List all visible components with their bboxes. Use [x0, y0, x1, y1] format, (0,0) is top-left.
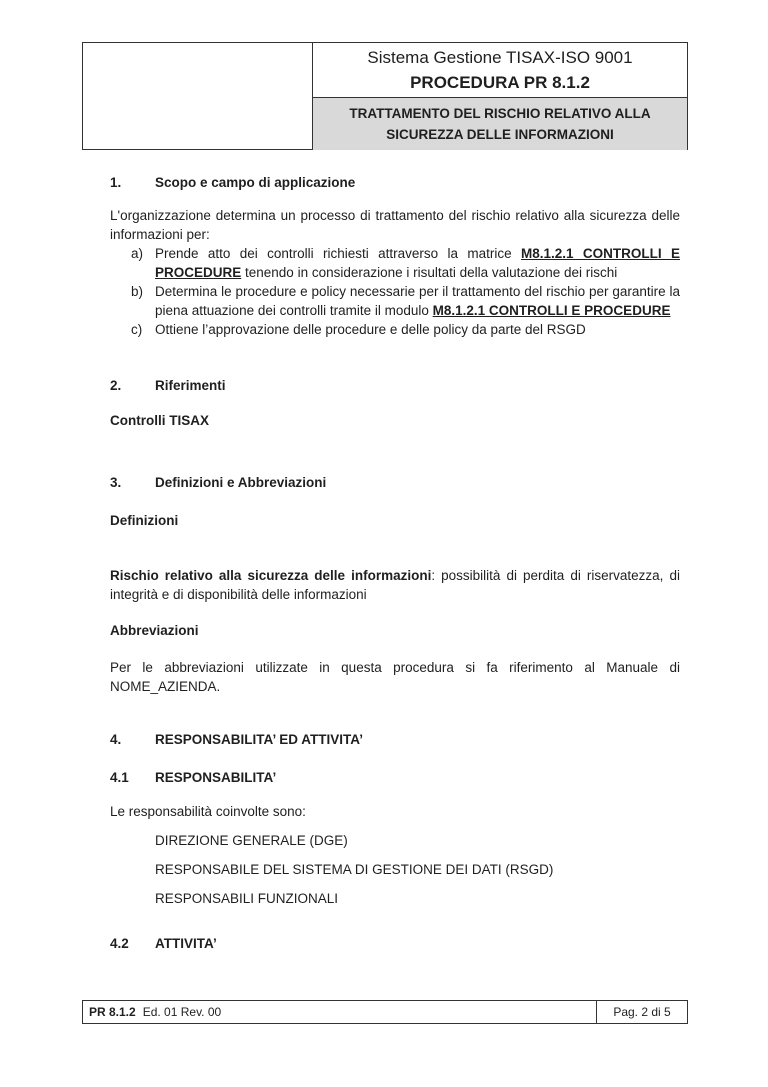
definition-text: : possibilità di perdita di riservatezza, di integrità e di disponibilità delle informazioni [110, 568, 680, 602]
document-title: TRATTAMENTO DEL RISCHIO RELATIVO ALLA SICUREZZA DELLE INFORMAZIONI [313, 97, 687, 150]
list-text-b [155, 282, 680, 320]
footer-doc-code: PR 8.1.2 [89, 1005, 136, 1019]
document-header [82, 42, 688, 150]
section-3-number: 3. [110, 475, 122, 490]
section-3-title: Definizioni e Abbreviazioni [155, 475, 327, 490]
section-1-heading [110, 173, 680, 192]
section-2-title: Riferimenti [155, 378, 226, 393]
footer-edition: Ed. 01 Rev. 00 [142, 1005, 222, 1019]
list-item-c [131, 320, 680, 339]
list-text-c [155, 320, 680, 339]
responsibility-item-funzionali: RESPONSABILI FUNZIONALI [155, 891, 339, 906]
logo-area [83, 43, 313, 149]
responsibility-item-dge: DIREZIONE GENERALE (DGE) [155, 833, 348, 848]
responsibility-item-rsgd: RESPONSABILE DEL SISTEMA DI GESTIONE DEI DATI (RSGD) [155, 862, 554, 877]
definitions-label: Definizioni [110, 513, 179, 528]
section-1-intro: L'organizzazione determina un processo di trattamento del rischio relativo alla sicurezza delle informazioni per: [110, 208, 680, 242]
list-marker-b: b) [131, 284, 144, 299]
section-4-2-heading [110, 934, 680, 953]
list-text-c-pre: Ottiene l’approvazione delle procedure e delle policy da parte del RSGD [155, 322, 586, 337]
footer-doc-info [83, 1001, 596, 1023]
abbreviations-paragraph: Per le abbreviazioni utilizzate in questa procedura si fa riferimento al Manuale di NOME_AZIENDA. [110, 660, 680, 694]
list-item-b [131, 282, 680, 320]
abbreviations-label: Abbreviazioni [110, 623, 199, 638]
section-4-number: 4. [110, 732, 122, 747]
footer-page-number: Pag. 2 di 5 [596, 1001, 687, 1023]
list-item-a [131, 244, 680, 282]
section-4-1-number: 4.1 [110, 770, 129, 785]
header-top-cell [313, 43, 687, 97]
section-4-1-title: RESPONSABILITA’ [155, 770, 277, 785]
procedure-title: PROCEDURA PR 8.1.2 [410, 73, 590, 92]
definition-term: Rischio relativo alla sicurezza delle informazioni [110, 568, 432, 583]
section-4-heading [110, 730, 680, 749]
list-text-b-pre: Determina le procedure e policy necessarie per il trattamento del rischio per garantire la piena attuazione dei controlli tramite il modulo [155, 284, 680, 318]
section-1-number: 1. [110, 175, 122, 190]
section-1-title: Scopo e campo di applicazione [155, 175, 356, 190]
system-title: Sistema Gestione TISAX-ISO 9001 [367, 48, 633, 67]
list-marker-a: a) [131, 246, 144, 261]
section-4-title: RESPONSABILITA’ ED ATTIVITA’ [155, 732, 364, 747]
document-footer [82, 1000, 688, 1024]
section-4-1-heading [110, 768, 680, 787]
section-4-2-title: ATTIVITA’ [155, 936, 217, 951]
list-marker-c: c) [131, 322, 143, 337]
header-title-block [313, 43, 687, 149]
references-text: Controlli TISAX [110, 413, 209, 428]
list-text-a-post: tenendo in considerazione i risultati della valutazione dei rischi [241, 265, 618, 280]
section-3-heading [110, 473, 680, 492]
list-text-a [155, 244, 680, 282]
document-body [110, 165, 680, 953]
responsibilities-intro: Le responsabilità coinvolte sono: [110, 804, 306, 819]
section-2-number: 2. [110, 378, 122, 393]
module-reference: M8.1.2.1 CONTROLLI E PROCEDURE [432, 303, 671, 318]
section-4-2-number: 4.2 [110, 936, 129, 951]
definition-paragraph [110, 566, 680, 604]
module-reference: M8.1.2.1 CONTROLLI E PROCEDURE [155, 246, 681, 280]
section-2-heading [110, 376, 680, 395]
list-text-a-pre: Prende atto dei controlli richiesti attraverso la matrice [155, 246, 522, 261]
